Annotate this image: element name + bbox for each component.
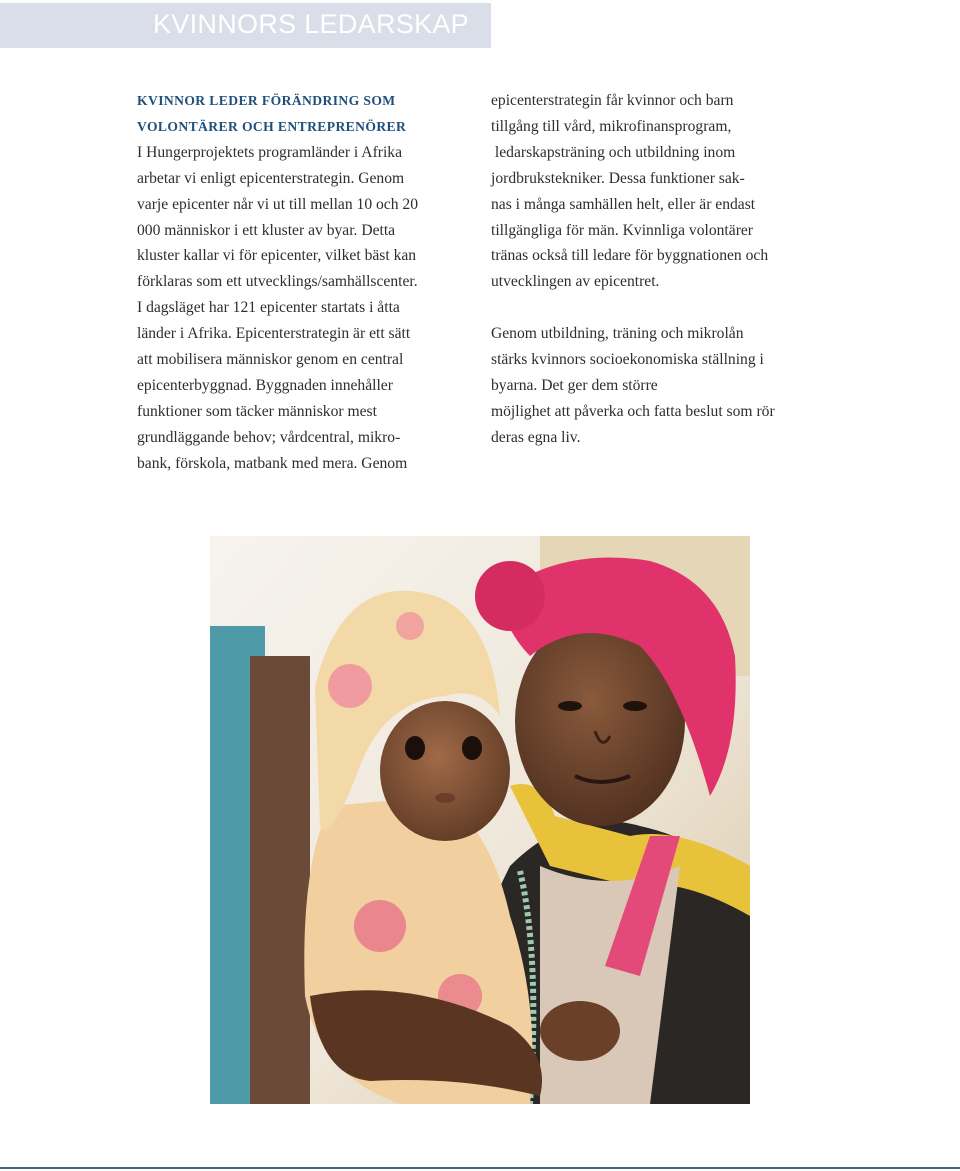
body-text-line: kluster kallar vi för epicenter, vilket bäst kan (137, 247, 417, 265)
body-text-line: tillgängliga för män. Kvinnliga volontärer (491, 221, 753, 239)
photo-illustration (210, 536, 750, 1104)
body-text-line: arbetar vi enligt epicenterstrategin. Genom (137, 169, 405, 187)
body-text-line: I Hungerprojektets programländer i Afrika (137, 143, 403, 161)
body-text-line: bank, förskola, matbank med mera. Genom (137, 454, 408, 472)
body-text-line: nas i många samhällen helt, eller är endast (491, 195, 756, 213)
body-text-line: förklaras som ett utvecklings/samhällscenter. (137, 273, 418, 291)
body-text-line: tränas också till ledare för byggnationen och (491, 247, 769, 265)
body-text-line: tillgång till vård, mikrofinansprogram, (491, 117, 732, 135)
section-subheading-line: VOLONTÄRER OCH ENTREPRENÖRER (137, 118, 407, 134)
photo-mother-and-child (210, 536, 750, 1104)
body-text-line: jordbrukstekniker. Dessa funktioner sak- (491, 169, 745, 187)
body-text-line: varje epicenter når vi ut till mellan 10 och 20 (137, 195, 419, 213)
photo-baby-hand (540, 1001, 620, 1061)
body-text-line: att mobilisera människor genom en central (137, 351, 404, 369)
photo-baby-face (380, 701, 510, 841)
body-text-line: möjlighet att påverka och fatta beslut som rör (491, 402, 775, 420)
left-column (137, 88, 477, 477)
photo-headscarf-knot (475, 561, 545, 631)
body-text-line: utvecklingen av epicentret. (491, 273, 660, 291)
body-text-line: epicenterstrategin får kvinnor och barn (491, 92, 734, 109)
footer-rule (0, 1167, 960, 1169)
body-text-line: 000 människor i ett kluster av byar. Detta (137, 221, 396, 239)
page-title: KVINNORS LEDARSKAP (153, 9, 469, 39)
paragraph-gap (491, 295, 836, 321)
body-text-line: funktioner som täcker människor mest (137, 402, 377, 420)
body-text-line: grundläggande behov; vårdcentral, mikro- (137, 428, 401, 446)
section-subheading-line: KVINNOR LEDER FÖRÄNDRING SOM (137, 93, 396, 108)
body-text-line: länder i Afrika. Epicenterstrategin är ett sätt (137, 325, 411, 343)
body-text-line: byarna. Det ger dem större (491, 376, 658, 394)
body-text-line: Genom utbildning, träning och mikrolån (491, 325, 744, 343)
body-text-line: I dagsläget har 121 epicenter startats i åtta (137, 299, 400, 317)
body-text-line: stärks kvinnors socioekonomiska ställning i (491, 351, 764, 369)
photo-shadow-figure (250, 656, 310, 1104)
right-column (491, 88, 836, 451)
body-text-line: deras egna liv. (491, 428, 581, 446)
body-text-line: epicenterbyggnad. Byggnaden innehåller (137, 376, 393, 394)
body-text-line: ledarskapsträning och utbildning inom (491, 143, 736, 161)
